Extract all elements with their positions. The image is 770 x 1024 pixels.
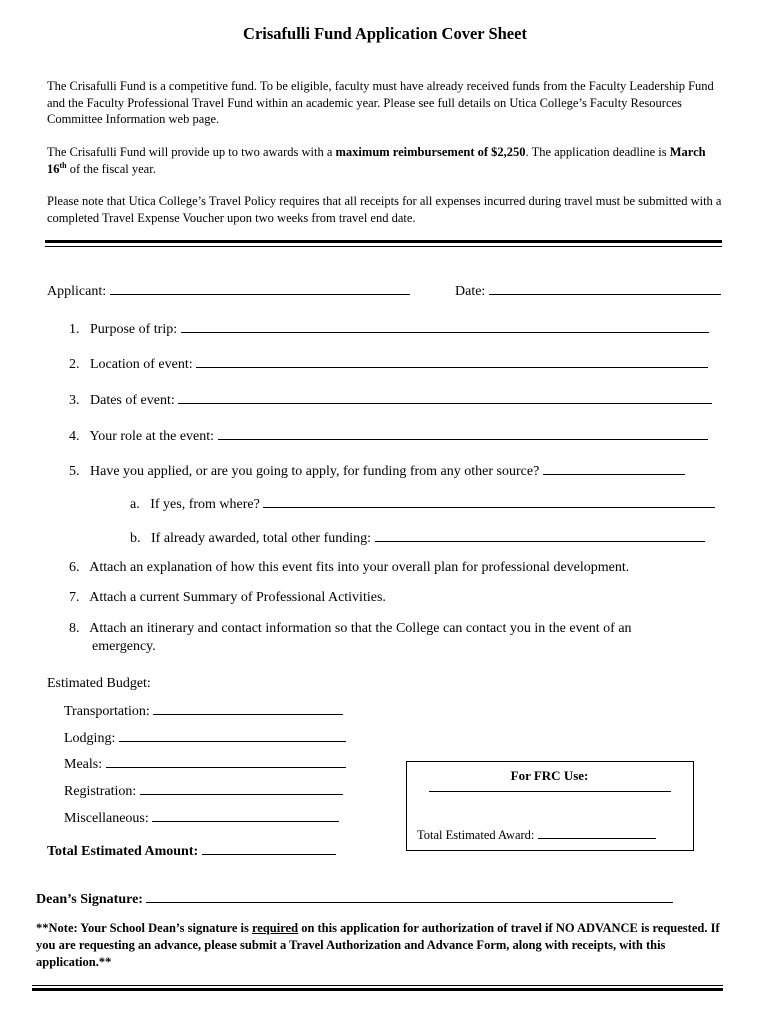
item-funding-source (130, 494, 715, 513)
deadline-day: March 16 (47, 145, 706, 176)
funding-source-label: If yes, from where? (150, 497, 260, 512)
date-field[interactable] (489, 281, 721, 295)
item-letter: a. (130, 497, 140, 512)
intro-award-text (47, 144, 727, 177)
purpose-label: Purpose of trip: (90, 322, 178, 337)
other-funding-field[interactable] (543, 461, 685, 475)
item-number: 6. (69, 560, 80, 575)
dates-label: Dates of event: (90, 393, 175, 408)
note-text-a: **Note: Your School Dean’s signature is (36, 921, 252, 935)
deadline-suffix: th (59, 160, 67, 170)
travel-policy-text: Please note that Utica College’s Travel Policy requires that all receipts for all expenses incurred during travel must be submitted with a completed Travel Expense Voucher upon two weeks from travel end date. (47, 194, 722, 225)
applicant-field[interactable] (110, 281, 410, 295)
lodging-field[interactable] (119, 728, 346, 742)
itinerary-label-cont: emergency. (92, 639, 156, 654)
frc-title: For FRC Use: (510, 768, 589, 783)
frc-use-box (406, 761, 694, 851)
max-reimbursement-text: maximum reimbursement of $2,250 (335, 145, 526, 159)
itinerary-label: Attach an itinerary and contact information so that the College can contact you in the event of an (89, 621, 632, 636)
frc-award-label: Total Estimated Award: (417, 828, 535, 842)
applicant-label: Applicant: (47, 284, 107, 299)
intro-eligibility-text: The Crisafulli Fund is a competitive fund. To be eligible, faculty must have already received funds from the Faculty Leadership Fund and the Faculty Professional Travel Fund within an academic year. Please see full details on Utica College’s Faculty Resources Committee Information web page. (47, 79, 714, 126)
misc-field[interactable] (152, 808, 339, 822)
dean-signature-note (36, 920, 726, 971)
transportation-field[interactable] (153, 701, 343, 715)
item-letter: b. (130, 531, 141, 546)
item-other-funding (69, 461, 685, 480)
item-dates (69, 390, 712, 409)
applicant-row (47, 281, 410, 300)
item-number: 8. (69, 621, 80, 636)
frc-award-row (417, 826, 656, 843)
meals-field[interactable] (106, 754, 346, 768)
section-divider-thin (45, 246, 722, 247)
item-number: 4. (69, 429, 80, 444)
award-text-c: of the fiscal year. (66, 161, 156, 176)
transportation-label: Transportation: (64, 704, 150, 719)
dean-signature-row (36, 889, 673, 908)
budget-total (47, 841, 336, 860)
total-field[interactable] (202, 841, 336, 855)
role-field[interactable] (218, 426, 708, 440)
lodging-label: Lodging: (64, 731, 116, 746)
item-number: 5. (69, 464, 80, 479)
funding-awarded-field[interactable] (375, 528, 705, 542)
item-number: 3. (69, 393, 80, 408)
item-funding-awarded (130, 528, 705, 547)
item-number: 7. (69, 590, 80, 605)
date-row (455, 281, 721, 300)
total-label: Total Estimated Amount: (47, 844, 199, 859)
item-explanation (69, 560, 629, 576)
footer-divider-thin (32, 985, 723, 986)
dean-signature-label: Dean’s Signature: (36, 892, 143, 907)
footer-divider-thick (32, 988, 723, 991)
budget-registration (64, 781, 343, 800)
registration-field[interactable] (140, 781, 343, 795)
misc-label: Miscellaneous: (64, 811, 149, 826)
section-divider-thick (45, 240, 722, 243)
frc-title-rule (429, 791, 671, 792)
date-label: Date: (455, 284, 486, 299)
item-itinerary (69, 621, 632, 637)
frc-award-field[interactable] (538, 826, 656, 839)
budget-heading: Estimated Budget: (47, 676, 151, 691)
item-role (69, 426, 708, 445)
item-number: 2. (69, 357, 80, 372)
explanation-label: Attach an explanation of how this event fits into your overall plan for professional development. (89, 560, 630, 575)
item-number: 1. (69, 322, 80, 337)
registration-label: Registration: (64, 784, 137, 799)
note-text-b: on this application for authorization of travel if NO ADVANCE is requested. If you are requesting an advance, please submit a Travel Authorization and Advance Form, along with receipts, with this application.** (36, 921, 720, 969)
role-label: Your role at the event: (89, 429, 215, 444)
funding-awarded-label: If already awarded, total other funding: (151, 531, 372, 546)
meals-label: Meals: (64, 757, 103, 772)
funding-source-field[interactable] (263, 494, 715, 508)
note-required: required (251, 921, 299, 935)
item-location (69, 354, 708, 373)
award-text-b: . The application deadline is (525, 145, 670, 159)
dates-field[interactable] (178, 390, 712, 404)
budget-transportation (64, 701, 343, 720)
summary-label: Attach a current Summary of Professional Activities. (89, 590, 386, 605)
item-summary (69, 590, 386, 606)
page-title: Crisafulli Fund Application Cover Sheet (243, 24, 527, 43)
budget-meals (64, 754, 346, 773)
item-purpose (69, 319, 709, 338)
award-text-a: The Crisafulli Fund will provide up to two awards with a (47, 145, 336, 159)
other-funding-label: Have you applied, or are you going to apply, for funding from any other source? (90, 464, 540, 479)
budget-lodging (64, 728, 346, 747)
purpose-field[interactable] (181, 319, 709, 333)
location-field[interactable] (196, 354, 708, 368)
dean-signature-field[interactable] (146, 889, 673, 903)
location-label: Location of event: (90, 357, 193, 372)
budget-misc (64, 808, 339, 827)
